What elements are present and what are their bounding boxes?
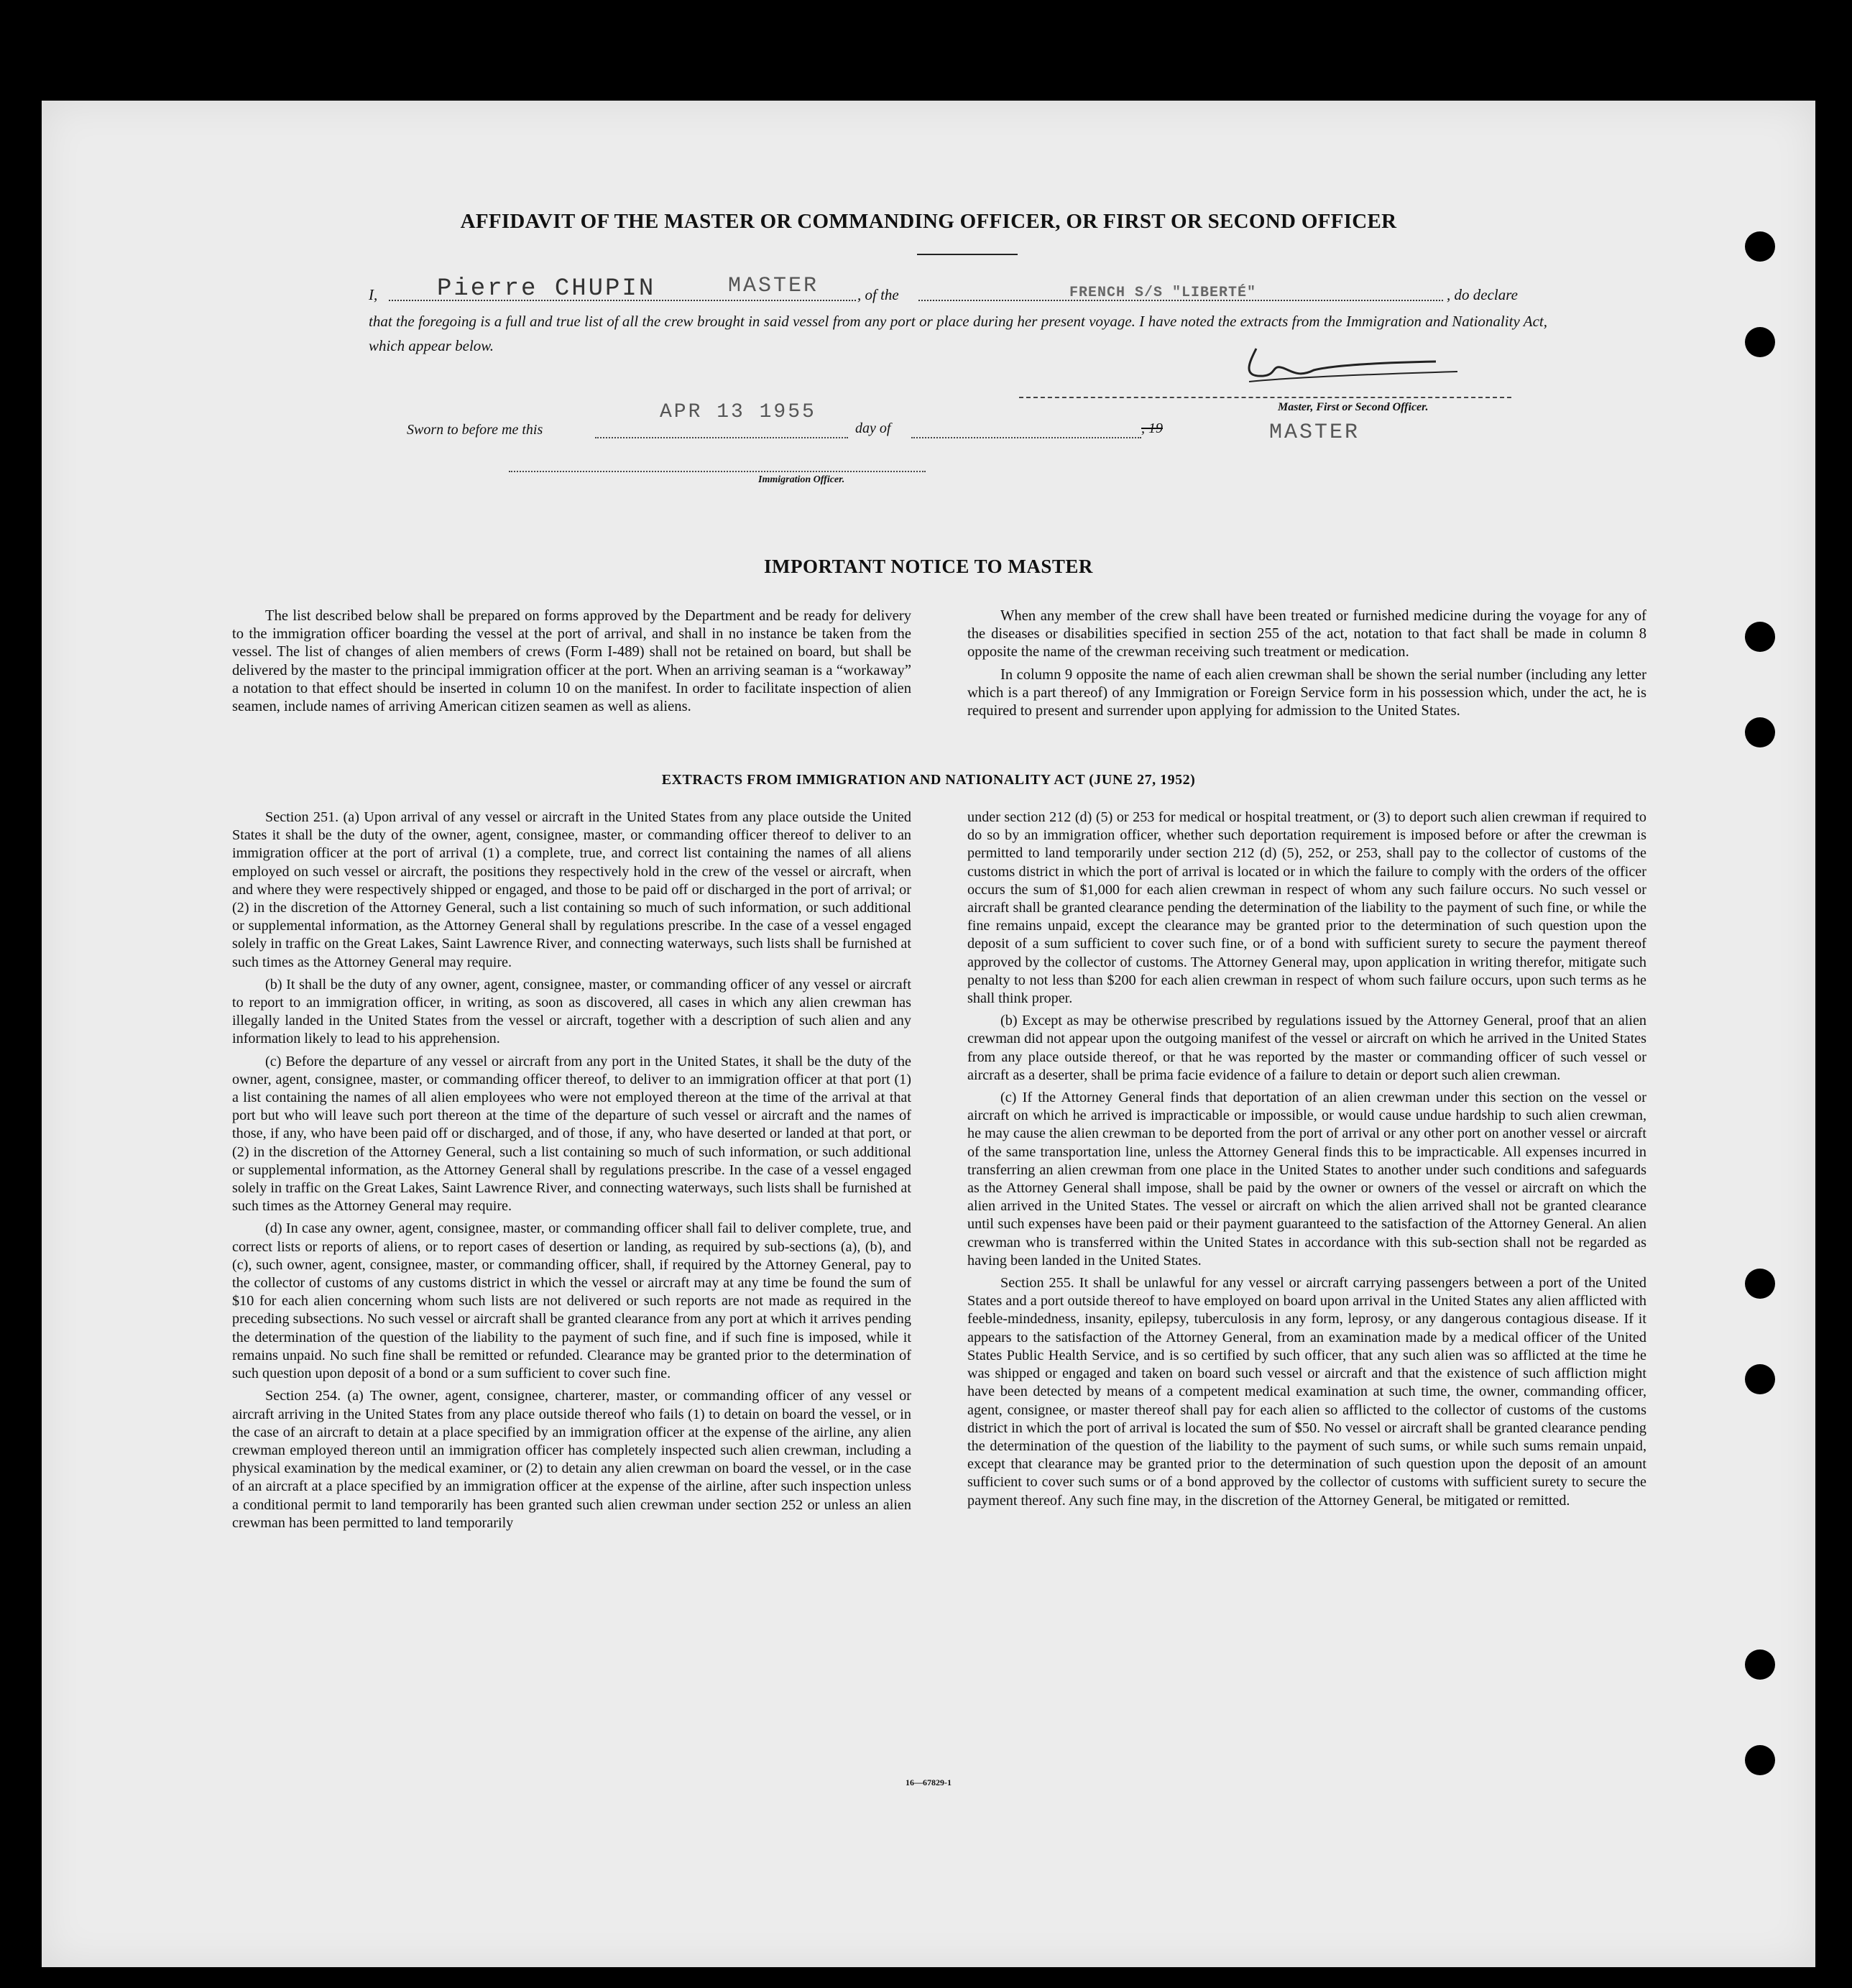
statute-paragraph: (b) It shall be the duty of any owner, agent, consignee, master, or commanding officer of any vessel or aircraft to report to an immigration officer, in writing, as soon as discovered, all cases in which any alien crewman has illegally landed in the United States from the vessel or aircraft, together with a description of such alien and any information likely to lead to his apprehension. [232, 976, 911, 1047]
notice-paragraph: In column 9 opposite the name of each alien crewman shall be shown the serial number (including any letter which is a part thereof) of any Immigration or Foreign Service form in his possession which, under the act, he is required to present and surrender upon applying for admission to the United States. [967, 666, 1646, 719]
extracts-title: EXTRACTS FROM IMMIGRATION AND NATIONALITY ACT (JUNE 27, 1952) [661, 772, 1196, 788]
form-code: 16—67829-1 [906, 1777, 952, 1787]
immigration-officer-caption: Immigration Officer. [758, 474, 845, 485]
vessel-name: FRENCH S/S "LIBERTÉ" [1069, 285, 1257, 301]
punch-hole [1745, 1269, 1775, 1299]
punch-hole [1745, 717, 1775, 747]
punch-hole [1745, 1364, 1775, 1394]
signature-caption: Master, First or Second Officer. [1278, 401, 1429, 413]
signature-line [1019, 397, 1511, 398]
year-label: , 19 [1141, 420, 1163, 436]
statute-paragraph: Section 251. (a) Upon arrival of any vessel or aircraft in the United States from any place outside the United States it shall be the duty of the owner, agent, consignee, master, or commanding officer thereof to deliver to an immigration officer at the port of arrival (1) a complete, true, and correct list containing the names of all aliens employed on such vessel or aircraft, the positions they respectively hold in the crew of the vessel or aircraft, when and where they were respectively shipped or engaged, and those to be paid off or discharged in the port of arrival; or (2) in the discretion of the Attorney General, such a list containing so much of such information, or such additional or supplemental information, as the Attorney General shall by regulations prescribe. In the case of a vessel engaged solely in traffic on the Great Lakes, Saint Lawrence River, and connecting waterways, such lists shall be furnished at such times as the Attorney General may require. [232, 809, 911, 970]
statute-paragraph: (d) In case any owner, agent, consignee, master, or commanding officer shall fail to deliver complete, true, and correct lists or reports of aliens, or to report cases of desertion or landing, as required by sub-sections (a), (b), and (c), such owner, agent, consignee, master, or commanding officer, shall, if required by the Attorney General, pay to the collector of customs of any customs district in which the vessel or aircraft may at any time be found the sum of $10 for each alien concerning whom such lists are not delivered or such reports are not made as required in the preceding subsections. No such vessel or aircraft shall be granted clearance from any port at which it arrives pending the determination of the question of the liability to the payment of such fine, and if such fine is imposed, while it remains unpaid. No such fine shall be remitted or refunded. Clearance may be granted prior to the determination of such question upon deposit of a bond or a sum sufficient to cover such fine. [232, 1220, 911, 1382]
notice-paragraph: The list described below shall be prepared on forms approved by the Department and be ready for delivery to the immigration officer boarding the vessel at the port of arrival, and shall in no instance be taken from the vessel. The list of changes of alien members of crews (Form I-489) shall not be retained on board, but shall be delivered by the master to the principal immigration officer at the port. When an arriving seaman is a “workaway” a notation to that effect should be inserted in column 10 on the manifest. In order to facilitate inspection of alien seamen, include names of arriving American citizen seamen as well as aliens. [232, 608, 911, 715]
master-name: Pierre CHUPIN [437, 275, 656, 303]
declaration-body: that the foregoing is a full and true list of all the crew brought in said vessel from any port or place during her present voyage. I have noted the extracts from the Immigration and Nationality Act, which appear below. [369, 313, 1547, 354]
statute-paragraph: Section 254. (a) The owner, agent, consignee, charterer, master, or commanding officer of any vessel or aircraft arriving in the United States from any place outside thereof who fails (1) to detain on board the vessel, or in the case of an aircraft to detain at a place specified by an immigration officer at the expense of the airline, any alien crewman employed thereon until an immigration officer has completely inspected such alien crewman, including a physical examination by the medical examiner, or (2) to detain any alien crewman on board the vessel, or in the case of an aircraft at a place specified by an immigration officer at the expense of the airline, after such inspection unless a conditional permit to land temporarily has been granted such alien crewman under section 252 or unless an alien crewman has been permitted to land temporarily [232, 1388, 911, 1531]
sworn-date-stamp: APR 13 1955 [660, 401, 816, 423]
document-page [42, 101, 1815, 1967]
punch-hole [1745, 1649, 1775, 1680]
statute-paragraph: (c) If the Attorney General finds that deportation of an alien crewman under this section on the vessel or aircraft on which he arrived is impracticable or impossible, or would cause undue hardship to such alien crewman, he may cause the alien crewman to be deported from the port of arrival or any other port on another vessel or aircraft of the same transportation line, unless the Attorney General finds this to be impracticable. All expenses incurred in transferring an alien crewman from one place in the United States to another under such conditions and safeguards as the Attorney General shall impose, shall be paid by the owner or owners of the vessel or aircraft on which the alien arrived in the United States. The vessel or aircraft on which the alien arrived shall not be granted clearance until such expenses have been paid or their payment guaranteed to the satisfaction of the Attorney General. An alien crewman who is transferred within the United States in accordance with this sub-section shall not be regarded as having been landed in the United States. [967, 1090, 1646, 1269]
punch-hole [1745, 327, 1775, 357]
immigration-officer-line [509, 471, 926, 472]
do-declare-label: , do declare [1447, 286, 1518, 303]
statute-paragraph: Section 255. It shall be unlawful for any vessel or aircraft carrying passengers between a port of the United States and a port outside thereof to have employed on board upon arrival in the United States any alien afflicted with feeble-mindedness, insanity, epilepsy, tuberculosis in any form, leprosy, or any dangerous contagious disease. If it appears to the satisfaction of the Attorney General, from an examination made by a medical officer of the United States Public Health Service, and is so certified by such officer, that any such alien was so afflicted at the time he was shipped or engaged and taken on board such vessel or aircraft and that the existence of such affliction might have been detected by means of a competent medical examination at such time, the owner, commanding officer, agent, consignee, or master thereof shall pay for each alien so afflicted to the collector of customs of the customs district in which the port of arrival is located the sum of $50. No vessel or aircraft shall be granted clearance pending the determination of the question of the liability to the payment of such sums, or while such sums remain unpaid, except that clearance may be granted prior to the determination of such question upon the deposit of an amount sufficient to cover such sums or of a bond approved by the collector of customs with sufficient surety to secure the payment thereof. Any such fine may, in the discretion of the Attorney General, be mitigated or remitted. [967, 1275, 1646, 1509]
statute-paragraph: (b) Except as may be otherwise prescribed by regulations issued by the Attorney General, proof that an alien crewman did not appear upon the outgoing manifest of the vessel or aircraft on which he arrived in the United States from any place outside thereof, or that he was reported by the master or commanding officer of such vessel or aircraft as a deserter, shall be prima facie evidence of a failure to detain or deport such alien crewman. [967, 1013, 1646, 1083]
declaration-line [369, 274, 1547, 305]
punch-hole [1745, 1745, 1775, 1775]
statute-paragraph: under section 212 (d) (5) or 253 for medical or hospital treatment, or (3) to deport such alien crewman if required to do so by an immigration officer, whether such deportation requirement is imposed before or after the crewman is permitted to land temporarily under section 212 (d) (5), 252, or 253, shall pay to the collector of customs of the customs district in which the port of arrival is located or in which the failure to comply with the orders of the officer occurs the sum of $1,000 for each alien crewman in respect of whom any such failure occurs. No such vessel or aircraft shall be granted clearance pending the determination of the liability to the payment of such fine, or while the fine remains unpaid, except the clearance may be granted prior to the determination of such question upon the deposit of a sum sufficient to cover such fine, or of a bond with sufficient surety to secure the payment thereof approved by the collector of customs. The Attorney General may, upon application in writing therefor, mitigate such penalty to not less than $200 for each alien crewman in respect of whom such failure occurs, upon such terms as he shall think proper. [967, 809, 1646, 1007]
title-divider [917, 254, 1018, 255]
punch-hole [1745, 622, 1775, 652]
sworn-label: Sworn to before me this [407, 422, 543, 438]
of-the-label: , of the [857, 286, 899, 303]
affidavit-title: AFFIDAVIT OF THE MASTER OR COMMANDING OFFICER, OR FIRST OR SECOND OFFICER [460, 210, 1397, 233]
notice-left-column [232, 607, 911, 720]
notice-paragraph: When any member of the crew shall have been treated or furnished medicine during the voyage for any of the diseases or disabilities specified in section 255 of the act, notation to that fact shall be made in column 8 opposite the name of the crewman receiving such treatment or medication. [967, 608, 1646, 661]
day-of-label: day of [855, 420, 891, 436]
master-rank: MASTER [728, 274, 819, 298]
master-signature [1220, 341, 1465, 399]
i-label: I, [369, 286, 378, 303]
sworn-date-line [595, 437, 848, 438]
master-stamp: MASTER [1269, 420, 1360, 445]
punch-hole [1745, 231, 1775, 262]
month-field-line [911, 437, 1141, 438]
extracts-left-column [232, 809, 911, 1537]
extracts-right-column [967, 809, 1646, 1514]
statute-paragraph: (c) Before the departure of any vessel or aircraft from any port in the United States, it shall be the duty of the owner, agent, consignee, master, or commanding officer thereof, to deliver to an immigration officer at that port (1) a list containing the names of all alien employees who were not employed thereon at the time of the arrival at that port but who will leave such port thereon at the time of the departure of such vessel or aircraft and the names of those, if any, who have been paid off or discharged, and of those, if any, who have deserted or landed at that port, or (2) in the discretion of the Attorney General, such a list containing so much of such information, or such additional or supplemental information, as the Attorney General shall by regulations prescribe. In the case of a vessel engaged solely in traffic on the Great Lakes, Saint Lawrence River, and connecting waterways, such lists shall be furnished at such times as the Attorney General may require. [232, 1053, 911, 1215]
notice-right-column [967, 607, 1646, 724]
notice-title: IMPORTANT NOTICE TO MASTER [764, 556, 1093, 577]
